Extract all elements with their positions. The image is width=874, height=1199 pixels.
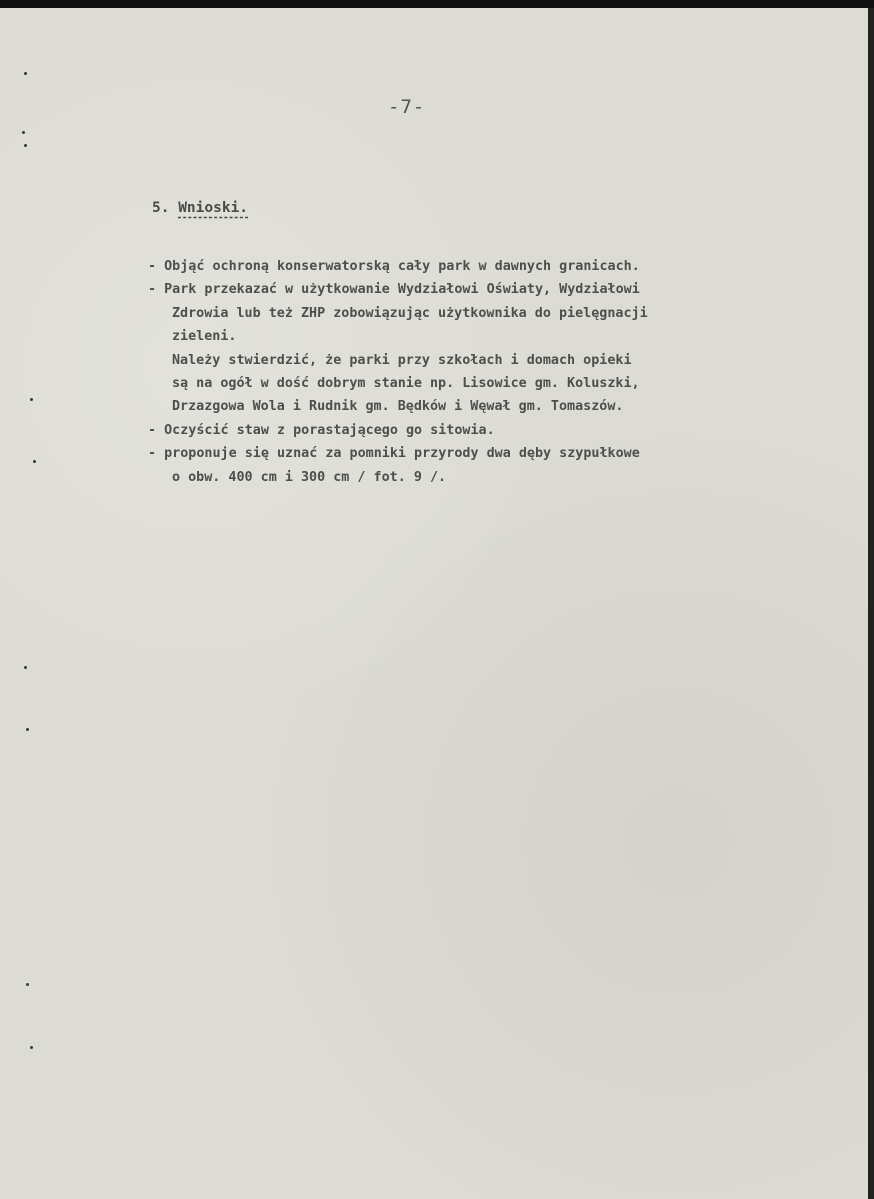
section-title: Wnioski. xyxy=(178,200,249,216)
text-line: zieleni. xyxy=(172,329,237,345)
margin-mark xyxy=(26,728,29,731)
text-line: Należy stwierdzić, że parki przy szkołach i domach opieki xyxy=(172,352,632,368)
text-line: - proponuje się uznać za pomniki przyrody dwa dęby szypułkowe xyxy=(148,446,640,462)
section-heading xyxy=(152,200,248,216)
margin-mark xyxy=(22,131,25,134)
text-line: Drzazgowa Wola i Rudnik gm. Będków i Węwał gm. Tomaszów. xyxy=(172,399,624,415)
margin-mark xyxy=(24,666,27,669)
document-body xyxy=(148,255,828,489)
page-number: -7- xyxy=(388,96,426,118)
margin-mark xyxy=(30,1046,33,1049)
margin-mark xyxy=(26,983,29,986)
margin-mark xyxy=(24,72,27,75)
text-line: - Park przekazać w użytkowanie Wydziałowi Oświaty, Wydziałowi xyxy=(148,282,640,298)
margin-mark xyxy=(24,144,27,147)
text-line: Zdrowia lub też ZHP zobowiązując użytkownika do pielęgnacji xyxy=(172,305,648,321)
document-page xyxy=(0,8,874,1199)
text-line: - Objąć ochroną konserwatorską cały park w dawnych granicach. xyxy=(148,259,640,274)
margin-mark xyxy=(33,460,36,463)
text-line: o obw. 400 cm i 300 cm / fot. 9 /. xyxy=(172,469,447,485)
margin-mark xyxy=(30,398,33,401)
text-line: - Oczyścić staw z porastającego go sitowia. xyxy=(148,422,495,438)
section-number: 5. xyxy=(152,200,170,216)
text-line: są na ogół w dość dobrym stanie np. Lisowice gm. Koluszki, xyxy=(172,376,640,392)
